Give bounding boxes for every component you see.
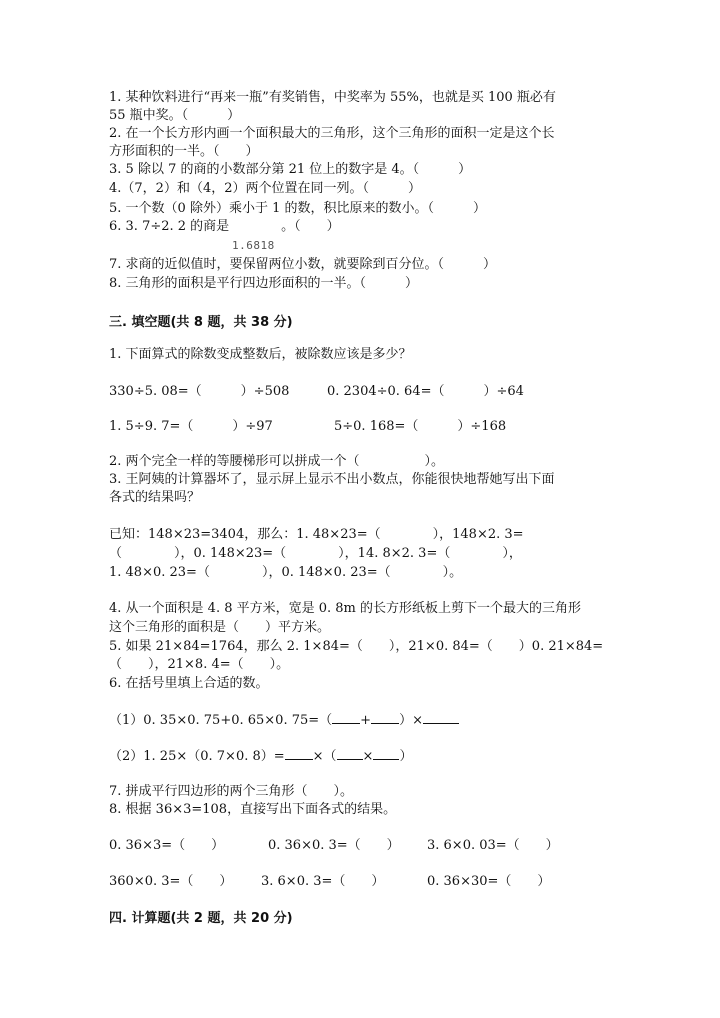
fill-q6-part1-prefix: （1）0. 35×0. 75+0. 65×0. 75=（ bbox=[109, 713, 333, 728]
blank[interactable] bbox=[373, 747, 399, 760]
plus-sign: + bbox=[360, 713, 372, 728]
fill-q8-r1a: 0. 36×3=（ ） bbox=[109, 838, 225, 853]
handwritten-answer: 1.6818 bbox=[232, 239, 275, 252]
fill-q6: 6. 在括号里填上合适的数。 bbox=[109, 676, 269, 691]
fill-q1: 1. 下面算式的除数变成整数后，被除数应该是多少？ bbox=[109, 347, 412, 362]
fill-q8-r1c: 3. 6×0. 03=（ ） bbox=[427, 838, 559, 853]
judge-q1-line1: 1. 某种饮料进行“再来一瓶”有奖销售，中奖率为 55%，也就是买 100 瓶必有 bbox=[109, 90, 556, 105]
blank[interactable] bbox=[285, 747, 313, 760]
judge-q2-line2: 方形面积的一半。（ ） bbox=[109, 144, 259, 159]
fill-q5-line1: 5. 如果 21×84=1764，那么 2. 1×84=（ ），21×0. 84=（ ）0. 21×84= bbox=[109, 639, 604, 654]
fill-q3-line2: 各式的结果吗？ bbox=[109, 490, 201, 505]
fill-q3-line5: 1. 48×0. 23=（ ），0. 148×0. 23=（ ）。 bbox=[109, 565, 463, 580]
fill-q2: 2. 两个完全一样的等腰梯形可以拼成一个（ ）。 bbox=[109, 454, 445, 469]
judge-q4: 4.（7，2）和（4，2）两个位置在同一列。（ ） bbox=[109, 181, 421, 196]
fill-q4-line2: 这个三角形的面积是（ ）平方米。 bbox=[109, 620, 331, 635]
fill-q1-r1b: 0. 2304÷0. 64=（ ）÷64 bbox=[327, 384, 524, 399]
times-open: ×（ bbox=[312, 749, 337, 764]
judge-q2-line1: 2. 在一个长方形内画一个面积最大的三角形，这个三角形的面积一定是这个长 bbox=[109, 126, 555, 141]
fill-q5-line2: （ ），21×8. 4=（ ）。 bbox=[109, 657, 290, 672]
fill-q8-r2c: 0. 36×30=（ ） bbox=[427, 874, 551, 889]
blank[interactable] bbox=[332, 711, 360, 724]
fill-q7: 7. 拼成平行四边形的两个三角形（ ）。 bbox=[109, 784, 354, 799]
fill-q8-r2a: 360×0. 3=（ ） bbox=[109, 874, 233, 889]
judge-q1-line2: 55 瓶中奖。（ ） bbox=[109, 108, 241, 123]
blank[interactable] bbox=[371, 711, 399, 724]
judge-q7: 7. 求商的近似值时，要保留两位小数，就要除到百分位。（ ） bbox=[109, 257, 497, 272]
fill-q4-line1: 4. 从一个面积是 4. 8 平方米，宽是 0. 8m 的长方形纸板上剪下一个最大的三角形 bbox=[109, 601, 582, 616]
fill-q1-r1a: 330÷5. 08=（ ）÷508 bbox=[109, 384, 290, 399]
fill-q1-r2b: 5÷0. 168=（ ）÷168 bbox=[334, 419, 507, 434]
blank[interactable] bbox=[337, 747, 363, 760]
section-heading-fill: 三. 填空题(共 8 题，共 38 分) bbox=[109, 315, 293, 330]
fill-q8-r2b: 3. 6×0. 3=（ ） bbox=[261, 874, 385, 889]
fill-q8-r1b: 0. 36×0. 3=（ ） bbox=[268, 838, 400, 853]
blank[interactable] bbox=[423, 711, 459, 724]
judge-q5: 5. 一个数（0 除外）乘小于 1 的数，积比原来的数小。（ ） bbox=[109, 201, 486, 216]
fill-q3-line4: （ ），0. 148×23=（ ），14. 8×2. 3=（ ）， bbox=[109, 546, 522, 561]
judge-q6: 6. 3. 7÷2. 2 的商是 。（ ） bbox=[109, 219, 340, 234]
judge-q8: 8. 三角形的面积是平行四边形面积的一半。（ ） bbox=[109, 276, 419, 291]
fill-q3-line3: 已知：148×23=3404，那么：1. 48×23=（ ），148×2. 3= bbox=[109, 527, 524, 542]
fill-q3-line1: 3. 王阿姨的计算器坏了，显示屏上显示不出小数点，你能很快地帮她写出下面 bbox=[109, 472, 555, 487]
close-paren: ） bbox=[399, 749, 413, 764]
fill-q6-part2 bbox=[109, 747, 412, 766]
fill-q6-part1 bbox=[109, 711, 459, 730]
fill-q8: 8. 根据 36×3=108，直接写出下面各式的结果。 bbox=[109, 802, 397, 817]
fill-q6-part2-prefix: （2）1. 25×（0. 7×0. 8）= bbox=[109, 749, 285, 764]
fill-q1-r2a: 1. 5÷9. 7=（ ）÷97 bbox=[109, 419, 273, 434]
judge-q3: 3. 5 除以 7 的商的小数部分第 21 位上的数字是 4。（ ） bbox=[109, 162, 472, 177]
fill-q6-part1-mid: ）× bbox=[399, 713, 423, 728]
section-heading-calc: 四. 计算题(共 2 题，共 20 分) bbox=[109, 911, 293, 926]
times-sign: × bbox=[362, 749, 374, 764]
